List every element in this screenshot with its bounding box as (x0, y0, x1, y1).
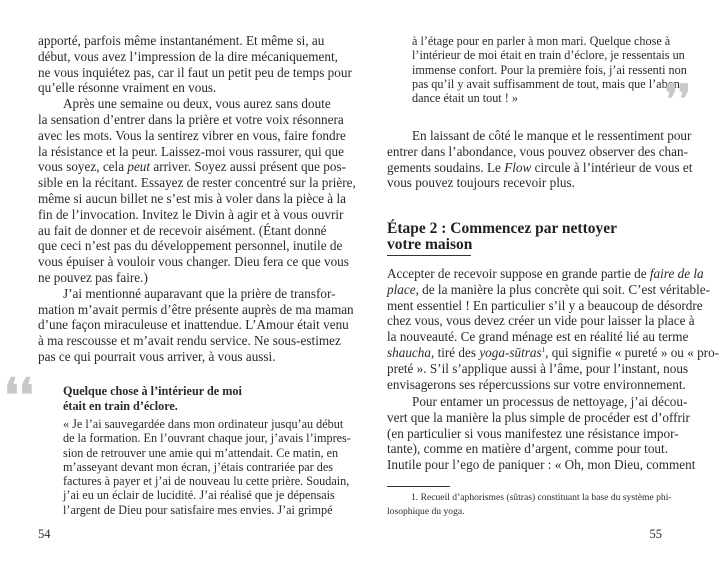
text-line: envisagerons ses répercussions sur votre environnement. (387, 376, 686, 392)
text-line: immense confort. Pour la première fois, j’ai ressenti non (412, 62, 687, 77)
text-line: à ma rescousse et m’avait rendu service. Ne sous-estimez (38, 333, 341, 349)
text-line: l’argent de Dieu pour satisfaire mes envies. J’ai grimpé (63, 502, 333, 517)
italic-text: peut (127, 159, 151, 175)
text-line: fin de l’invocation. Invitez le Divin à agir et à vous ouvrir (38, 206, 344, 222)
testimonial-quote (63, 417, 351, 517)
text-line: ment essentiel ! En particulier s’il y a beaucoup de désordre (387, 297, 703, 313)
text-line: la résistance et la peur. Laissez-moi vous rassurer, qui que (38, 143, 344, 159)
text-line: sion de retrouver une amie qui m’attendait. Ce matin, en (63, 445, 339, 460)
text-line: de la formation. En l’ouvrant chaque jour, j’avais l’impres- (63, 431, 351, 446)
heading-underline (387, 255, 471, 256)
text-segment: vous soyez, cela (38, 159, 128, 175)
text-line: losophique du yoga. (387, 506, 465, 517)
paragraph-step2 (387, 266, 719, 392)
text-segment: , qui signifie « pureté » ou « pro- (545, 344, 719, 360)
paragraph-cleaning (387, 394, 696, 473)
text-line: d’une façon miraculeuse et inattendue. L’Amour était venu (38, 317, 349, 333)
text-line: Après une semaine ou deux, vous aurez sans doute (63, 96, 331, 112)
text-line: que ceci n’est pas du développement personnel, inutile de (38, 238, 343, 254)
text-segment: , de la manière la plus concrète qui soit. C’est véritable- (415, 281, 710, 297)
open-quote-mark-icon: ❛❛ (4, 368, 34, 422)
italic-text: place (387, 281, 416, 297)
text-line: pas qu’il y avait suffisamment de tout, mais que l’abon- (412, 76, 684, 91)
footnote-reference: 1 (541, 345, 546, 354)
text-line: ne vous inquiétez pas, car il faut un petit peu de temps pour (38, 64, 352, 80)
section-heading (387, 221, 617, 253)
paragraph-flow (387, 128, 693, 191)
text-line: pas ce qui pourrait vous arriver, à vous aussi. (38, 348, 276, 364)
text-line (38, 159, 347, 175)
footnote-separator (387, 486, 450, 487)
text-line (387, 344, 719, 361)
text-line: j’ai eu un éclair de lucidité. J’ai réalisé que je dépensais (63, 488, 335, 503)
text-segment: circule à l’intérieur de vous et (531, 159, 693, 175)
text-line: entrer dans l’abondance, vous pouvez observer des chan- (387, 143, 688, 159)
text-line: chez vous, vous devez créer un vide pour laisser la place à (387, 313, 695, 329)
text-line: 1. Recueil d’aphorismes (sûtras) constituant la base du système phi- (411, 492, 672, 503)
text-segment: , tiré des (430, 344, 480, 360)
text-line: ne pouvez pas faire.) (38, 269, 148, 285)
footnote (387, 491, 672, 519)
text-line: tante), comme en matière d’argent, comme pour tout. (387, 441, 668, 457)
pull-quote-title (63, 384, 313, 414)
right-page (350, 0, 719, 566)
close-quote-mark-icon: ❜❜ (665, 76, 691, 123)
text-line (387, 281, 710, 298)
left-page (0, 0, 356, 566)
text-line: Inutile pour l’ego de paniquer : « Oh, mon Dieu, comment (387, 457, 696, 473)
text-line: (en particulier si vous manifestez une résistance impor- (387, 425, 679, 441)
text-line (387, 266, 704, 282)
text-line: l’intérieur de moi était en train d’éclore, je ressentais un (412, 48, 685, 63)
page-number-left: 54 (38, 527, 51, 541)
text-line: vous épuiser à vouloir vous changer. Dieu fera ce que vous (38, 254, 349, 270)
text-line: était en train d’éclore. (63, 399, 178, 413)
text-line: m’asseyant devant mon écran, j’étais contrariée par des (63, 459, 334, 474)
text-line: la nouveauté. Ce grand ménage est en réalité lié au terme (387, 329, 689, 345)
text-line: avec les mots. Vous la sentirez vibrer en vous, faire fondre (38, 127, 346, 143)
text-line: apporté, parfois même instantanément. Et même si, au (38, 33, 325, 48)
text-line: sible en la récitant. Essayez de rester concentré sur la prière, (38, 175, 356, 191)
italic-text: shaucha (387, 344, 431, 360)
text-line: qu’elle résonne vraiment en vous. (38, 80, 217, 96)
text-line: « Je l’ai sauvegardée dans mon ordinateur jusqu’au début (63, 417, 344, 431)
text-line: même si aucun billet ne s’est mis à voler dans la pièce à la (38, 190, 346, 206)
text-line: factures à payer et j’ai de nouveau lu cette prière. Soudain, (63, 474, 350, 489)
text-segment: Accepter de recevoir suppose en grande partie de (387, 266, 650, 281)
page-number-right: 55 (649, 527, 662, 541)
section-heading-line: votre maison (387, 236, 473, 253)
italic-text: Flow (504, 159, 532, 175)
text-segment: arriver. Soyez aussi présent que pos- (150, 159, 347, 175)
text-line: au fait de donner et de recevoir aisément. (Étant donné (38, 222, 327, 238)
left-body-text (38, 33, 356, 365)
text-line: Quelque chose à l’intérieur de moi (63, 384, 242, 398)
italic-text: yoga-sūtras (479, 344, 542, 360)
text-line: dance était un tout ! » (412, 91, 518, 106)
text-line: à l’étage pour en parler à mon mari. Quelque chose à (412, 34, 671, 48)
text-line (387, 159, 693, 176)
text-line: mation m’avait permis d’être présente auprès de ma maman (38, 301, 354, 317)
testimonial-quote-continued (412, 34, 687, 106)
text-line: J’ai mentionné auparavant que la prière de transfor- (63, 285, 336, 301)
text-line: début, vous avez l’impression de la dire mécaniquement, (38, 48, 338, 64)
text-line: preté ». S’il s’applique aussi à l’âme, pour l’instant, nous (387, 360, 689, 376)
text-line: la sensation d’entrer dans la prière et votre voix résonnera (38, 111, 344, 127)
section-heading-line: Étape 2 : Commencez par nettoyer (387, 220, 617, 237)
text-line: vert que la manière la plus simple de procéder est d’offrir (387, 409, 690, 425)
italic-text: faire de la (649, 266, 704, 281)
text-line: vous pouvez toujours recevoir plus. (387, 175, 575, 191)
text-line: Pour entamer un processus de nettoyage, j’ai décou- (412, 394, 688, 409)
text-segment: gements soudains. Le (387, 159, 505, 175)
text-line: En laissant de côté le manque et le ressentiment pour (412, 128, 692, 143)
